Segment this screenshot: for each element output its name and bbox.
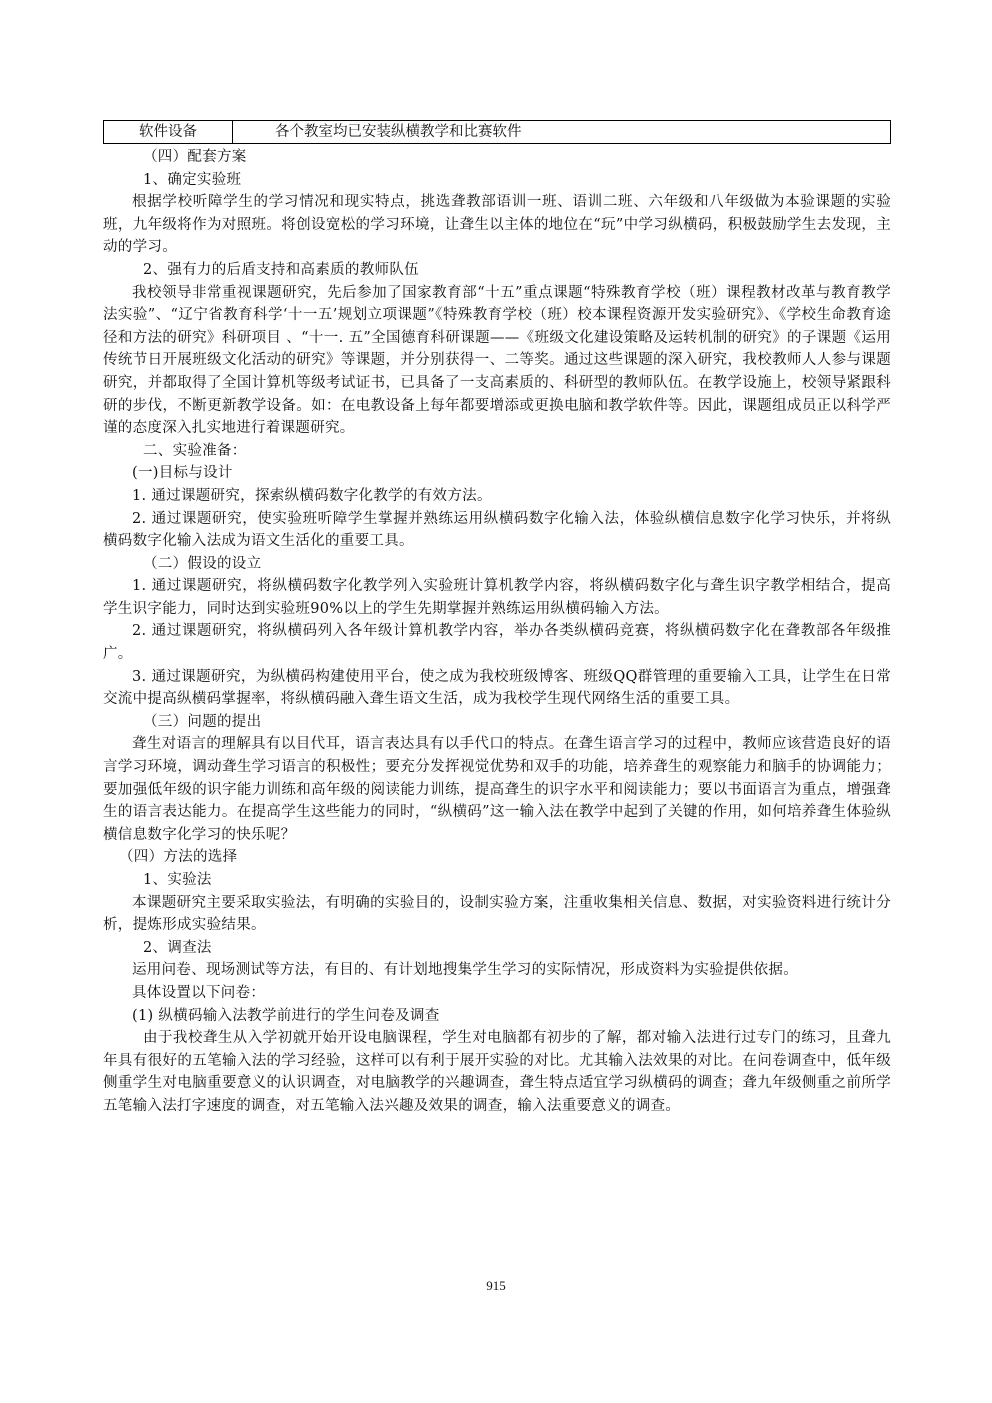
paragraph: (1) 纵横码输入法教学前进行的学生问卷及调查 bbox=[132, 1007, 440, 1024]
table-value-text: 各个教室均已安装纵横教学和比赛软件 bbox=[275, 124, 522, 140]
paragraph: 聋生对语言的理解具有以目代耳，语言表达具有以手代口的特点。在聋生语言学习的过程中，教师应该营造良好的语言学习环境，调动聋生学习语言的积极性；要充分发挥视觉优势和双手的功能，培养聋生的观察能力和脑手的协调能力；要加强低年级的识字能力训练和高年级的阅读能力训练，提高聋生的识字水平和阅读能力；要以书面语言为重点，增强聋生的语言表达能力。在提高学生这些能力的同时，“纵横码”这一输入法在教学中起到了关键的作用，如何培养聋生体验纵横信息数字化学习的快乐呢？ bbox=[103, 736, 891, 843]
paragraph: 1. 通过课题研究，探索纵横码数字化教学的有效方法。 bbox=[132, 487, 492, 504]
paragraph: （三）问题的提出 bbox=[143, 713, 262, 730]
paragraph: 本课题研究主要采取实验法，有明确的实验目的，设制实验方案，注重收集相关信息、数据，对实验资料进行统计分析，提炼形成实验结果。 bbox=[103, 894, 891, 934]
paragraph: 具体设置以下问卷： bbox=[132, 984, 266, 1001]
paragraph: （二）假设的设立 bbox=[143, 555, 262, 572]
paragraph: 1、实验法 bbox=[143, 872, 212, 888]
paragraph: 1、确定实验班 bbox=[143, 171, 242, 188]
paragraph: 3. 通过课题研究，为纵横码构建使用平台，使之成为我校班级博客、班级QQ群管理的重要输入工具，让学生在日常交流中提高纵横码掌握率，将纵横码融入聋生语文生活，成为我校学生现代网络生活的重要工具。 bbox=[103, 668, 891, 708]
paragraph: 2. 通过课题研究，将纵横码列入各年级计算机教学内容，举办各类纵横码竞赛，将纵横码数字化在聋教部各年级推广。 bbox=[103, 623, 891, 663]
paragraph: 2、强有力的后盾支持和高素质的教师队伍 bbox=[143, 261, 419, 278]
software-equipment-table bbox=[103, 120, 891, 144]
paragraph: 2. 通过课题研究，使实验班听障学生掌握并熟练运用纵横码数字化输入法，体验纵横信息数字化学习快乐，并将纵横码数字化输入法成为语文生活化的重要工具。 bbox=[103, 510, 891, 550]
paragraph: 二、实验准备： bbox=[143, 442, 247, 459]
page-number: 915 bbox=[486, 1278, 506, 1293]
paragraph: 1. 通过课题研究，将纵横码数字化教学列入实验班计算机教学内容，将纵横码数字化与聋生识字教学相结合，提高学生识字能力，同时达到实验班90%以上的学生先期掌握并熟练运用纵横码输入方法。 bbox=[103, 578, 891, 617]
table-value-cell bbox=[233, 121, 891, 144]
document-page bbox=[103, 120, 891, 1118]
paragraph: 我校领导非常重视课题研究，先后参加了国家教育部“十五”重点课题“特殊教育学校（班）课程教材改革与教育教学法实验”、“辽宁省教育科学‘十一五’规划立项课题”《特殊教育学校（班）校本课程资源开发实验研究》、《学校生命教育途径和方法的研究》科研项目 、“十一. 五”全国德育科研课题——《班级文化建设策略及运转机制的研究》的子课题《运用传统节日开展班级文化活动的研究》等课题，并分别获得一、二等奖。通过这些课题的深入研究，我校教师人人参与课题研究，并都取得了全国计算机等级考试证书，已具备了一支高素质的、科研型的教师队伍。在教学设施上，校领导紧跟科研的步伐，不断更新教学设备。如：在电教设备上每年都要增添或更换电脑和教学软件等。因此，课题组成员正以科学严谨的态度深入扎实地进行着课题研究。 bbox=[103, 284, 891, 437]
table-row bbox=[104, 121, 891, 144]
table-label-cell: 软件设备 bbox=[104, 121, 233, 144]
document-body bbox=[103, 146, 891, 1118]
paragraph: (一)目标与设计 bbox=[132, 465, 233, 482]
paragraph: （四）方法的选择 bbox=[119, 849, 238, 866]
paragraph: 运用问卷、现场测试等方法，有目的、有计划地搜集学生学习的实际情况，形成资料为实验提供依据。 bbox=[132, 962, 798, 979]
paragraph: 2、调查法 bbox=[143, 939, 212, 956]
paragraph: 由于我校聋生从入学初就开始开设电脑课程，学生对电脑都有初步的了解，都对输入法进行过专门的练习，且聋九年具有很好的五笔输入法的学习经验，这样可以有利于展开实验的对比。尤其输入法效果的对比。在问卷调查中，低年级侧重学生对电脑重要意义的认识调查，对电脑教学的兴趣调查，聋生特点适宜学习纵横码的调查；聋九年级侧重之前所学五笔输入法打字速度的调查，对五笔输入法兴趣及效果的调查，输入法重要意义的调查。 bbox=[103, 1030, 891, 1114]
paragraph: 根据学校听障学生的学习情况和现实特点，挑选聋教部语训一班、语训二班、六年级和八年级做为本验课题的实验班，九年级将作为对照班。将创设宽松的学习环境，让聋生以主体的地位在“玩”中学习纵横码，积极鼓励学生去发现，主动的学习。 bbox=[103, 194, 891, 256]
paragraph: （四）配套方案 bbox=[143, 149, 247, 165]
